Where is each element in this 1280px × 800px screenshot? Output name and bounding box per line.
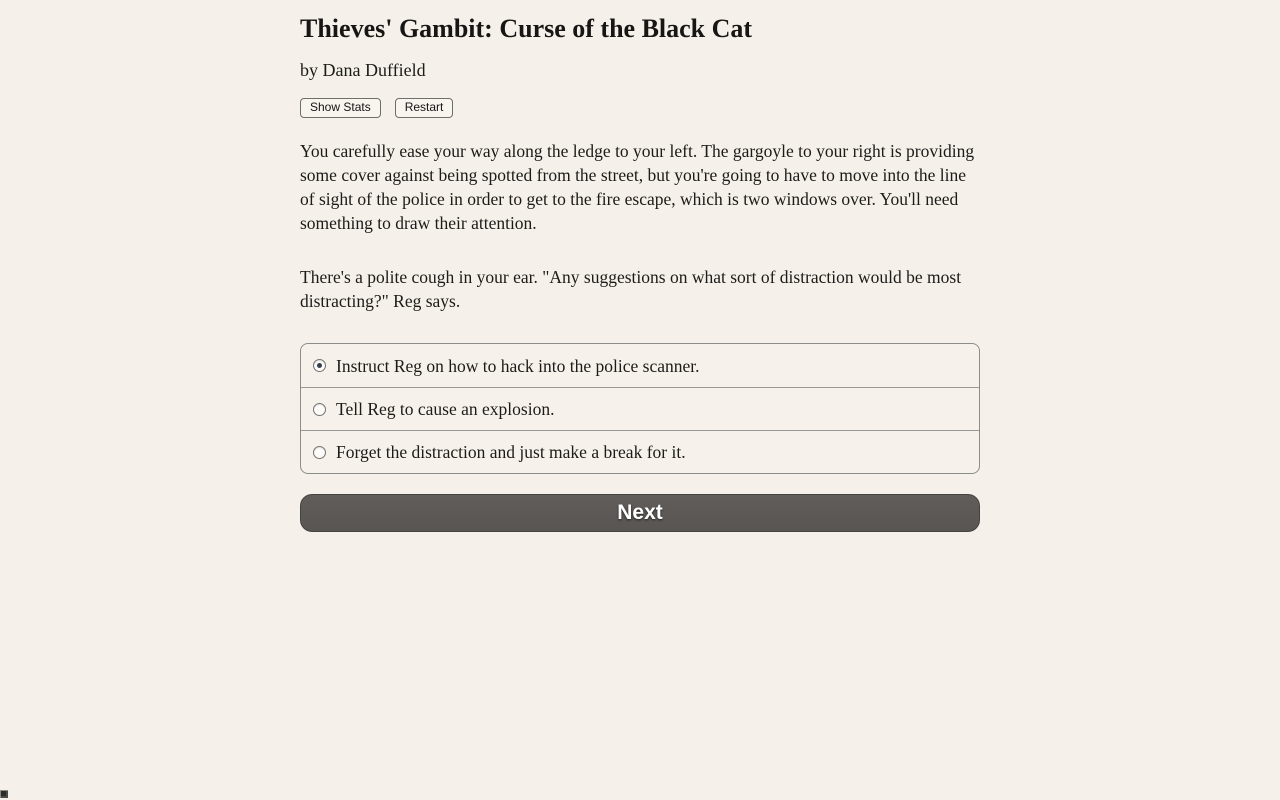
radio-button[interactable] xyxy=(313,359,326,372)
author-byline: by Dana Duffield xyxy=(300,60,426,81)
story-text xyxy=(300,139,980,313)
choice-option-2[interactable] xyxy=(301,387,979,430)
restart-button[interactable]: Restart xyxy=(395,98,454,118)
story-paragraph: You carefully ease your way along the ledge to your left. The gargoyle to your right is providing some cover against being spotted from the street, but you're going to have to move into the line of sight of the police in order to get to the fire escape, which is two windows over. You'll need something to draw their attention. xyxy=(300,141,975,234)
game-page xyxy=(300,0,980,532)
radio-button[interactable] xyxy=(313,403,326,416)
show-stats-button[interactable]: Show Stats xyxy=(300,98,381,118)
choice-option-label: Forget the distraction and just make a break for it. xyxy=(336,442,686,463)
choice-option-label: Tell Reg to cause an explosion. xyxy=(336,399,555,420)
choice-option-label: Instruct Reg on how to hack into the police scanner. xyxy=(336,355,700,376)
page-title: Thieves' Gambit: Curse of the Black Cat xyxy=(300,14,753,43)
choice-option-1[interactable] xyxy=(301,344,979,387)
toolbar xyxy=(300,98,980,118)
choice-list xyxy=(300,343,980,474)
next-button[interactable]: Next xyxy=(300,494,980,532)
choice-option-3[interactable] xyxy=(301,430,979,473)
screen-corner-artifact xyxy=(0,790,8,798)
radio-button[interactable] xyxy=(313,446,326,459)
story-paragraph: There's a polite cough in your ear. "Any suggestions on what sort of distraction would be most distracting?" Reg says. xyxy=(300,267,962,312)
